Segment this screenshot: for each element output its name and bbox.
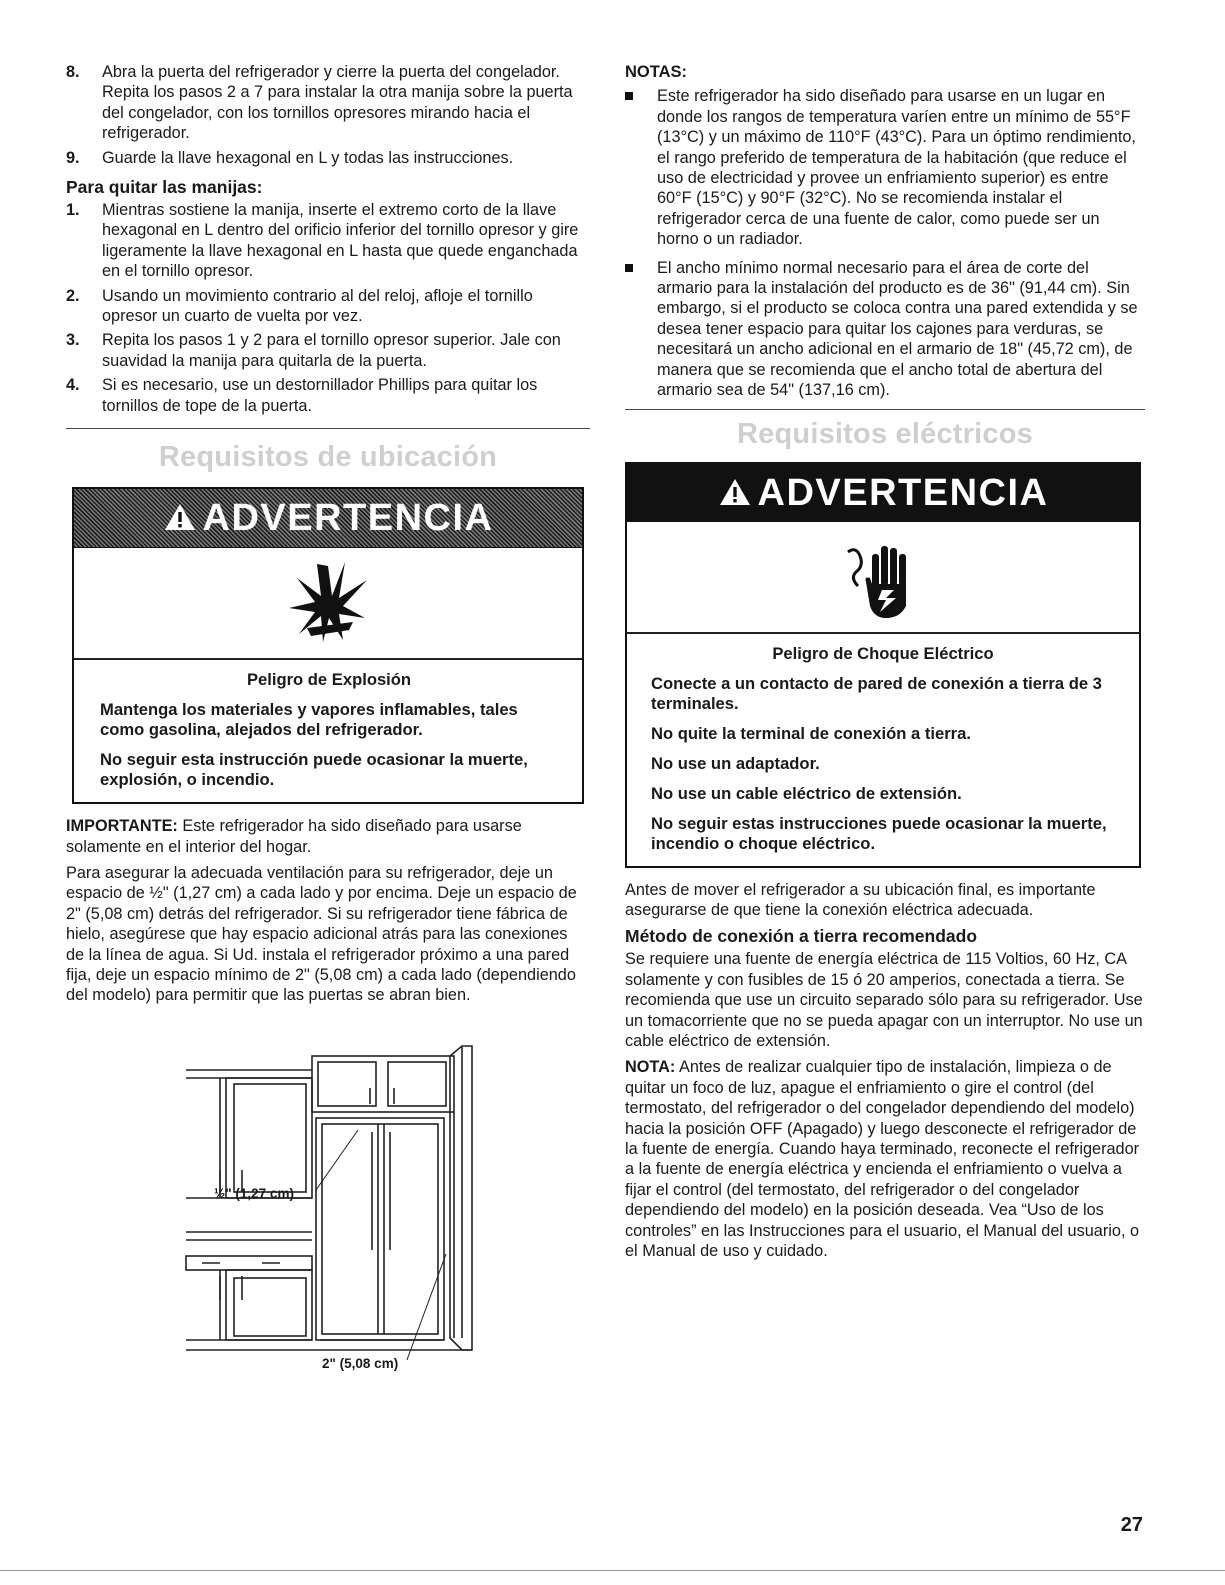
bullet-square-icon: [625, 92, 633, 100]
left-column: [66, 62, 590, 1371]
electrical-requirements-title: Requisitos eléctricos: [737, 417, 1033, 450]
warning-body: Peligro de Choque Eléctrico Conecte a un contacto de pared de conexión a tierra de 3 terminales. No quite la terminal de conexión a tierra. No use un adaptador. No use un cable eléctrico de extensión. No seguir estas instrucciones puede ocasionar la muerte, incendio o choque eléctrico.: [651, 643, 1107, 853]
cabinet-refrigerator-illustration: [66, 1020, 590, 1360]
remove-handles-heading: Para quitar las manijas:: [66, 177, 263, 198]
location-requirements-title: Requisitos de ubicación: [158, 441, 498, 474]
grounding-paragraph: Se requiere una fuente de energía eléctrica de 115 Voltios, 60 Hz, CA solamente y con fusibles de 15 ó 20 amperios, conectada a tierra. Se recomienda que use un circuito separado sólo para su refrigerador. Use un tomacorriente que no se pueda apagar con un interruptor. No use un cable eléctrico de extensión.: [625, 950, 1143, 1050]
ventilation-paragraph: Para asegurar la adecuada ventilación para su refrigerador, deje un espacio de ½" (1,27 cm) a cada lado y por encima. Deje un espacio de 2" (5,08 cm) detrás del refrigerador. Si su refrigerador tiene fábrica de hielo, asegúrese que hay espacio adicional atrás para las conexiones de la línea de agua. Si Ud. instala el refrigerador próximo a una pared fija, deje un espacio mínimo de 2" (5,08 cm) a cada lado (dependiendo del modelo) para permitir que las puertas se abran bien.: [66, 863, 577, 1005]
page-number: 27: [1120, 1514, 1143, 1536]
section-divider: [66, 428, 590, 429]
warning-header: ADVERTENCIA: [74, 489, 582, 548]
page-bottom-rule: [0, 1570, 1225, 1571]
grounding-method-heading: Método de conexión a tierra recomendado: [625, 926, 978, 947]
right-column: [625, 62, 1145, 1267]
nota-paragraph: NOTA: Antes de realizar cualquier tipo de instalación, limpieza o de quitar un foco de luz, apague el enfriamiento o gire el control (del termostato, del refrigerador o del congelador dependiendo del modelo) hacia la posición OFF (Apagado) y luego desconecte el refrigerador de la fuente de energía. Cuando haya terminado, reconecte el refrigerador a la fuente de energía eléctrica y encienda el enfriamiento o vuelva a fijar el control (del termostato, del refrigerador o del congelador dependiendo del modelo) en la posición deseada. Vea “Uso de los controles” en las Instrucciones para el usuario, el Manual del usuario, o el Manual de uso y cuidado.: [625, 1058, 1140, 1260]
list-item: 1. Mientras sostiene la manija, inserte el extremo corto de la llave hexagonal en L dentro del orificio inferior del tornillo opresor y gire ligeramente la llave hexagonal en L hasta que quede enganchada en el tornillo opresor.: [66, 201, 579, 281]
bullet-square-icon: [625, 264, 633, 272]
list-item: 2. Usando un movimiento contrario al del reloj, afloje el tornillo opresor un cuarto de vuelta por vez.: [66, 286, 533, 326]
explosion-warning-box: [72, 487, 584, 804]
warning-triangle-icon: [718, 466, 752, 524]
warning-triangle-icon: [163, 491, 197, 549]
warning-body: Peligro de Explosión Mantenga los materiales y vapores inflamables, tales como gasolina, alejados del refrigerador. No seguir esta instrucción puede ocasionar la muerte, explosión, o incendio.: [100, 670, 528, 790]
list-item: 3. Repita los pasos 1 y 2 para el tornillo opresor superior. Jale con suavidad la manija para quitarla de la puerta.: [66, 331, 561, 370]
list-item: 9. Guarde la llave hexagonal en L y todas las instrucciones.: [66, 148, 514, 167]
electric-shock-warning-box: [625, 462, 1141, 868]
side-clearance-label: ½" (1,27 cm): [214, 1185, 294, 1201]
list-item: El ancho mínimo normal necesario para el área de corte del armario para la instalación del producto es de 36" (91,44 cm). Sin embargo, si el producto se coloca contra una pared extendida y se desea tener espacio para quitar los cajones para verduras, se necesitará un ancho adicional en el armario de 18" (45,72 cm), de manera que se recomienda que el ancho total de abertura del armario sea de 54" (137,16 cm).: [625, 258, 1145, 401]
notes-heading: NOTAS:: [625, 63, 688, 81]
list-item: Este refrigerador ha sido diseñado para usarse en un lugar en donde los rangos de temperatura varíen entre un mínimo de 55°F (13°C) y un máximo de 110°F (43°C). Para un óptimo rendimiento, el rango preferido de temperatura de la habitación (que reduce el uso de electricidad y provee un enfriamiento superior) es entre 60°F (15°C) y 90°F (32°C). No se recomienda instalar el refrigerador cerca de una fuente de calor, como puede ser un horno o un radiador.: [625, 86, 1145, 249]
warning-header: ADVERTENCIA: [627, 464, 1139, 522]
section-divider: [625, 409, 1145, 410]
intro-paragraph: Antes de mover el refrigerador a su ubicación final, es importante asegurarse de que tiene la conexión eléctrica adecuada.: [625, 880, 1096, 919]
list-item: 4. Si es necesario, use un destornillador Phillips para quitar los tornillos de tope de la puerta.: [66, 376, 538, 415]
back-clearance-label: 2" (5,08 cm): [322, 1355, 399, 1371]
notes-list: [625, 86, 1145, 400]
install-steps-list: [66, 62, 590, 168]
list-item: 8. Abra la puerta del refrigerador y cierre la puerta del congelador. Repita los pasos 2 a 7 para instalar la otra manija sobre la puerta del congelador, con los tornillos opresores mirando hacia el refrigerador.: [66, 63, 573, 143]
remove-steps-list: [66, 200, 590, 416]
important-paragraph: IMPORTANTE: Este refrigerador ha sido diseñado para usarse solamente en el interior del hogar.: [66, 817, 522, 856]
clearance-diagram: [66, 1020, 590, 1371]
electric-shock-hand-icon: [627, 522, 1139, 634]
explosion-icon: [74, 548, 582, 660]
